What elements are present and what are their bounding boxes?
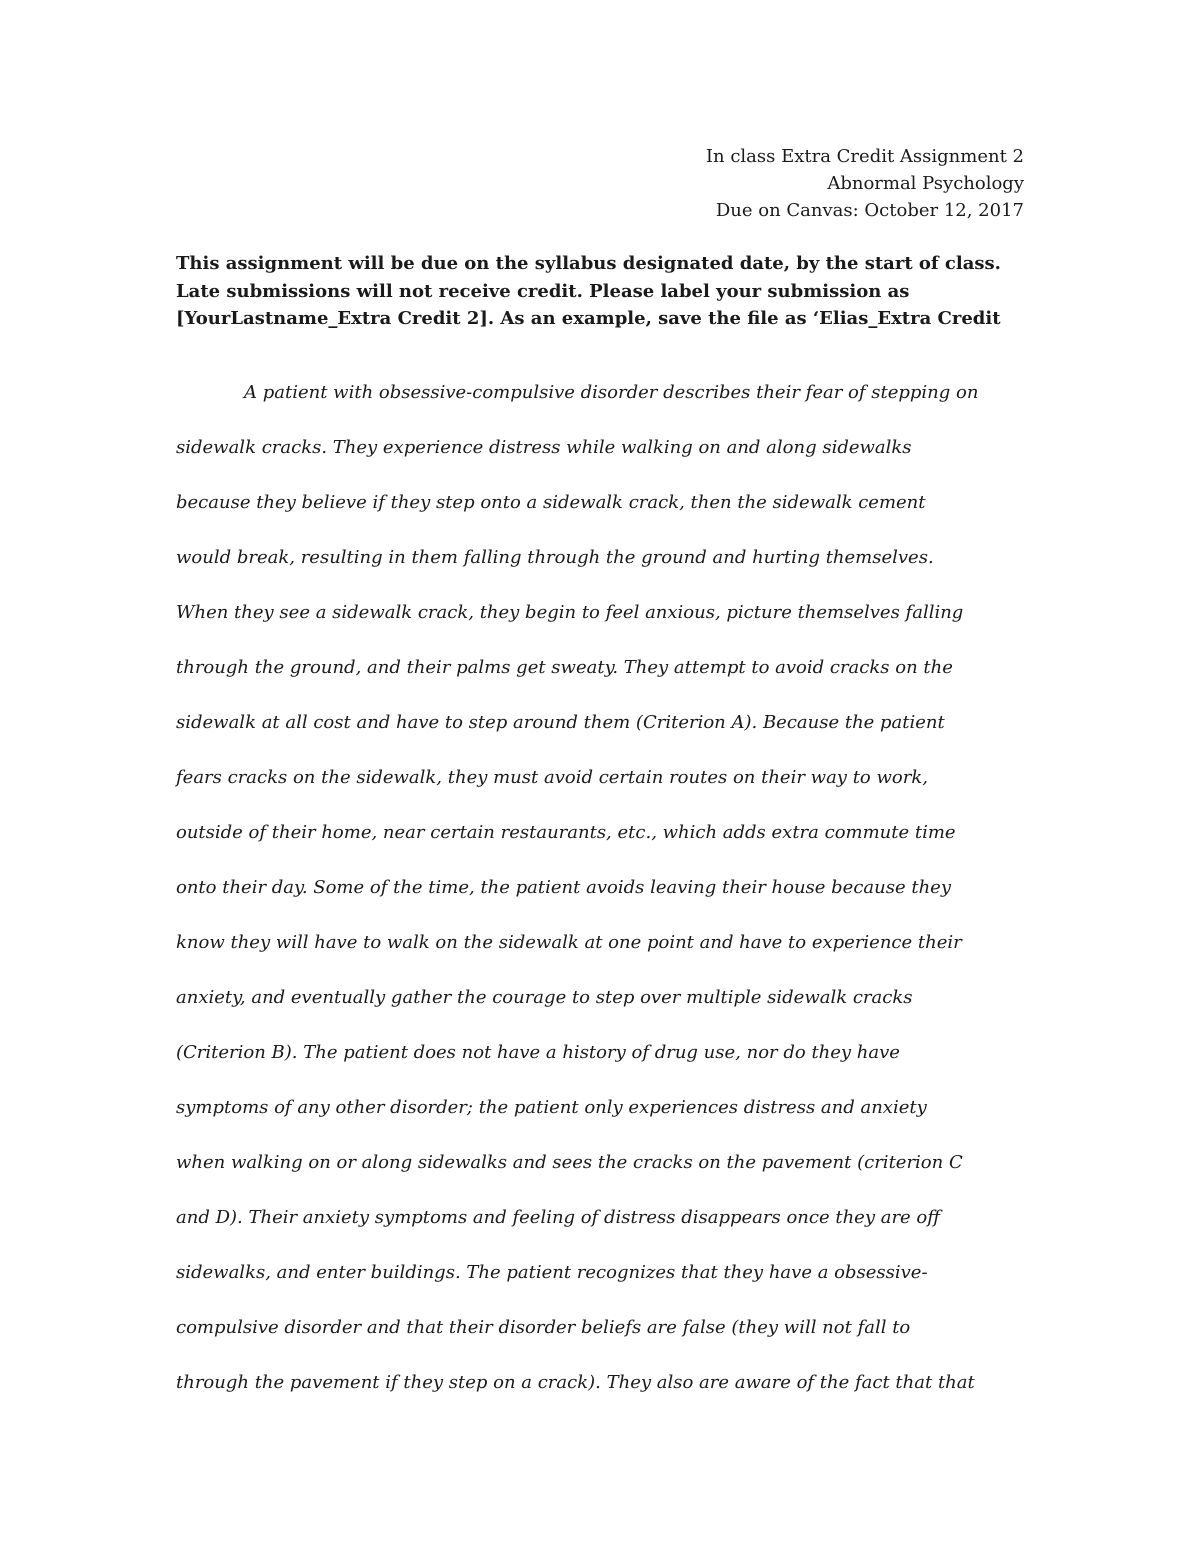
paragraph-line: onto their day. Some of the time, the patient avoids leaving their house because they (176, 877, 952, 898)
paragraph-line: compulsive disorder and that their disorder beliefs are false (they will not fall to (176, 1317, 911, 1338)
paragraph-line: know they will have to walk on the sidewalk at one point and have to experience their (176, 932, 962, 953)
paragraph-line: A patient with obsessive-compulsive disorder describes their fear of stepping on (244, 382, 979, 403)
paragraph-line: fears cracks on the sidewalk, they must avoid certain routes on their way to work, (176, 767, 928, 788)
instructions-line: Late submissions will not receive credit. Please label your submission as (176, 280, 910, 302)
paragraph-line: and D). Their anxiety symptoms and feeling of distress disappears once they are off (176, 1207, 941, 1228)
paragraph-line: outside of their home, near certain restaurants, etc., which adds extra commute time (176, 822, 956, 843)
paragraph-line: (Criterion B). The patient does not have a history of drug use, nor do they have (176, 1042, 900, 1063)
due-date: Due on Canvas: October 12, 2017 (715, 200, 1024, 221)
paragraph-line: through the ground, and their palms get sweaty. They attempt to avoid cracks on the (176, 657, 953, 678)
paragraph-line: through the pavement if they step on a crack). They also are aware of the fact that that (176, 1372, 975, 1393)
paragraph-line: would break, resulting in them falling through the ground and hurting themselves. (176, 547, 934, 568)
paragraph-line: sidewalks, and enter buildings. The patient recognizes that they have a obsessive- (176, 1262, 928, 1283)
instructions-line: This assignment will be due on the syllabus designated date, by the start of class. (176, 253, 1001, 274)
paragraph-line: when walking on or along sidewalks and sees the cracks on the pavement (criterion C (176, 1152, 963, 1173)
paragraph-line: because they believe if they step onto a sidewalk crack, then the sidewalk cement (176, 492, 926, 513)
course-name: Abnormal Psychology (827, 173, 1024, 194)
paragraph-line: sidewalk at all cost and have to step around them (Criterion A). Because the patient (176, 712, 945, 733)
paragraph-line: sidewalk cracks. They experience distress while walking on and along sidewalks (176, 437, 912, 458)
paragraph-line: symptoms of any other disorder; the patient only experiences distress and anxiety (176, 1097, 927, 1118)
instructions-line: [YourLastname_Extra Credit 2]. As an example, save the file as ‘Elias_Extra Credit (176, 308, 1001, 329)
instructions-paragraph (176, 250, 1036, 333)
document-header (706, 143, 1024, 224)
case-description-paragraph (176, 375, 1036, 1420)
paragraph-line: When they see a sidewalk crack, they begin to feel anxious, picture themselves falling (176, 602, 964, 623)
paragraph-line: anxiety, and eventually gather the courage to step over multiple sidewalk cracks (176, 987, 913, 1008)
assignment-title: In class Extra Credit Assignment 2 (705, 146, 1024, 167)
